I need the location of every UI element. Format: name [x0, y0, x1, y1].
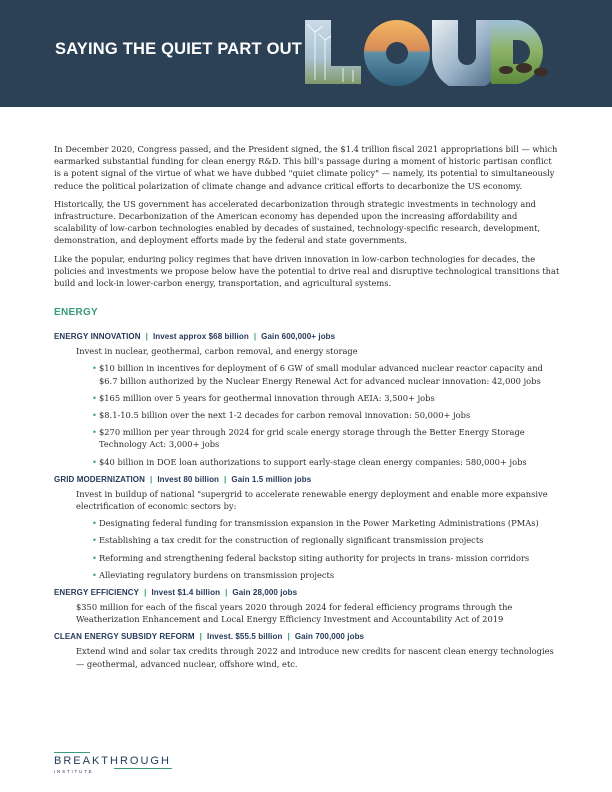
subsection-heading [54, 588, 560, 597]
separator: | [225, 588, 228, 598]
page-title: SAYING THE QUIET PART OUT [55, 40, 303, 58]
subsection-description: Invest in nuclear, geothermal, carbon removal, and energy storage [76, 346, 358, 357]
section-heading-energy: ENERGY [54, 307, 99, 319]
investment-amount: Invest 80 billion [157, 474, 220, 484]
subsection-heading [54, 475, 560, 484]
logo-rule-left [54, 752, 90, 753]
separator: | [144, 588, 147, 598]
jobs-gain: Gain 28,000 jobs [232, 588, 298, 598]
jobs-gain: Gain 600,000+ jobs [261, 332, 336, 342]
list-item: • Designating federal funding for transmission expansion in the Power Marketing Administrations (PMAs) [92, 518, 539, 529]
subsection-name: ENERGY EFFICIENCY [54, 588, 140, 598]
breakthrough-institute-logo [54, 748, 184, 778]
list-item: • Establishing a tax credit for the construction of regionally significant transmission projects [92, 535, 484, 546]
letter-o-shape [364, 20, 430, 86]
bullet-dot-icon: • [92, 535, 97, 546]
investment-amount: Invest $1.4 billion [151, 588, 221, 598]
subsection-heading [54, 632, 560, 641]
subsection-description: $350 million for each of the fiscal years 2020 through 2024 for federal efficiency programs through the Weatherization Enhancement and Local Energy Efficiency Investment and Accountability Act of 2019 [76, 602, 513, 625]
logo-wordmark: BREAKTHROUGH [54, 755, 171, 767]
bullet-dot-icon: • [92, 518, 97, 529]
list-item: • Alleviating regulatory burdens on transmission projects [92, 569, 335, 580]
intro-paragraph-2: Historically, the US government has accelerated decarbonization through strategic investments in technology and infrastructure. Decarbonization of the American economy has depended upon the increasing affordability and scalability of low-carbon technologies enabled by decades of sustained, technology-specific research, development, demonstration, and deployment efforts made by the federal and state governments. [54, 198, 541, 246]
investment-amount: Invest. $55.5 billion [207, 632, 283, 642]
separator: | [224, 474, 227, 484]
subsection-heading [54, 332, 560, 341]
investment-amount: Invest approx $68 billion [152, 332, 249, 342]
separator: | [287, 632, 290, 642]
list-item: • Reforming and strengthening federal backstop siting authority for projects in trans- mission corridors [92, 552, 530, 563]
bullet-list [54, 362, 560, 467]
main-content [54, 143, 560, 677]
bullet-dot-icon: • [92, 427, 97, 438]
loud-photo-wordmark [303, 18, 555, 86]
list-item: • $10 billion in incentives for deployment of 6 GW of small modular advanced nuclear reactor capacity and $6.7 billion authorized by the Nuclear Energy Renewal Act for advanced nuclear innovation: 42,000 jobs [92, 363, 543, 386]
bullet-dot-icon: • [92, 569, 97, 580]
bullet-dot-icon: • [92, 456, 97, 467]
jobs-gain: Gain 700,000 jobs [294, 632, 365, 642]
bullet-dot-icon: • [92, 392, 97, 403]
subsection-description: Invest in buildup of national "supergrid to accelerate renewable energy deployment and enable more expansive electrification of economic sectors by: [76, 488, 548, 512]
bullet-dot-icon: • [92, 363, 97, 374]
subsection-energy-efficiency [54, 588, 560, 625]
subsection-description: Extend wind and solar tax credits through 2022 and introduce new credits for nascent clean energy technologies — geothermal, advanced nuclear, offshore wind, etc. [76, 646, 554, 669]
list-item: • $40 billion in DOE loan authorizations to support early-stage clean energy companies: 580,000+ jobs [92, 456, 527, 467]
logo-subtitle: INSTITUTE [54, 769, 94, 774]
header-banner [0, 0, 612, 107]
logo-rule-right [114, 768, 172, 769]
list-item: • $165 million over 5 years for geothermal innovation through AEIA: 3,500+ jobs [92, 392, 435, 403]
bullet-dot-icon: • [92, 552, 97, 563]
subsection-name: ENERGY INNOVATION [54, 332, 141, 342]
subsection-grid-modernization [54, 475, 560, 581]
list-item: • $270 million per year through 2024 for grid scale energy storage through the Better Energy Storage Technology Act: 3,000+ jobs [92, 427, 525, 450]
separator: | [145, 332, 148, 342]
jobs-gain: Gain 1.5 million jobs [231, 474, 312, 484]
subsection-clean-energy-subsidy-reform [54, 632, 560, 669]
bullet-list [54, 517, 560, 581]
subsection-name: GRID MODERNIZATION [54, 474, 145, 484]
separator: | [149, 474, 153, 484]
subsection-energy-innovation [54, 332, 560, 468]
intro-paragraph-3: Like the popular, enduring policy regimes that have driven innovation in low-carbon technologies for decades, the policies and investments we propose below have the potential to drive real and disruptive technological transitions that build and lock-in lower-carbon energy, transportation, and agricultural systems. [54, 253, 560, 289]
separator: | [253, 332, 257, 342]
subsection-name: CLEAN ENERGY SUBSIDY REFORM [54, 632, 195, 642]
intro-paragraph-1: In December 2020, Congress passed, and the President signed, the $1.4 trillion fiscal 2021 appropriations bill — which earmarked substantial funding for clean energy R&D. This bill's passage during a moment of historic partisan conflict is a potent signal of the virtue of what we have dubbed "quiet climate policy" — namely, its potential to simultaneously reduce the political polarization of climate change and advance critical efforts to decarbonize the US economy. [54, 144, 558, 191]
separator: | [199, 632, 202, 642]
list-item: • $8.1-10.5 billion over the next 1-2 decades for carbon removal innovation: 50,000+ jobs [92, 410, 471, 421]
bullet-dot-icon: • [92, 410, 97, 421]
